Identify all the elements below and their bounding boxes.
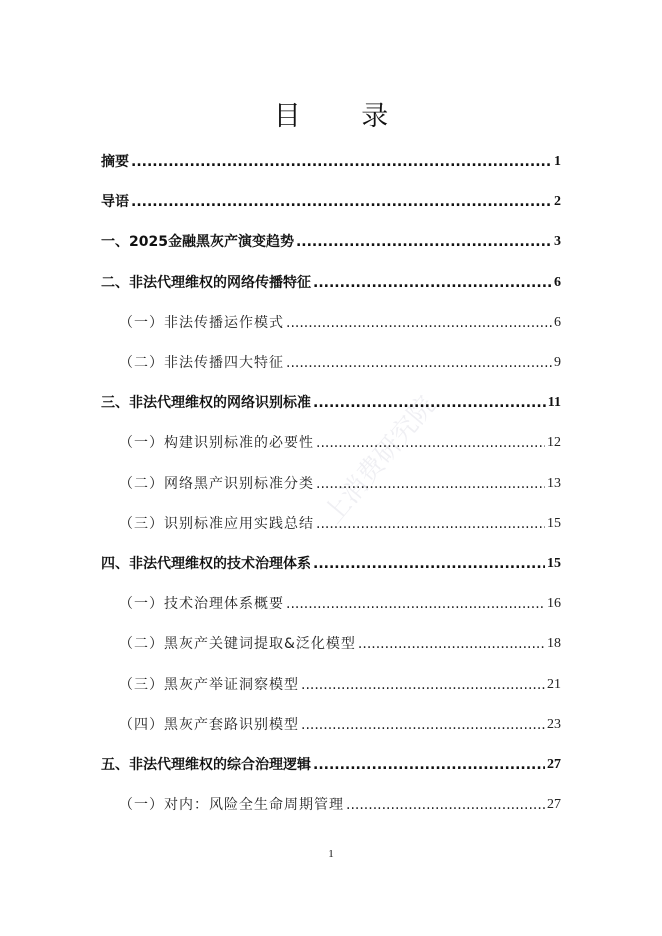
toc-entry-section-4-3[interactable]	[101, 675, 561, 695]
toc-entry-page: 15	[547, 556, 561, 571]
toc-leader-dots	[313, 554, 545, 574]
toc-leader-dots	[301, 675, 545, 695]
toc-leader-dots	[131, 152, 552, 172]
toc-entry-page: 2	[554, 194, 561, 210]
toc-leader-dots	[296, 232, 552, 252]
toc-entry-text: 四、非法代理维权的技术治理体系	[101, 556, 311, 572]
toc-entry-text: 摘要	[101, 154, 129, 170]
toc-entry-section-4-4[interactable]	[101, 715, 561, 735]
toc-entry-text: 导语	[101, 194, 129, 211]
toc-entry-section-2-2[interactable]	[101, 353, 561, 373]
toc-entry-chapter-2[interactable]	[101, 273, 561, 293]
toc-entry-text: 三、非法代理维权的网络识别标准	[101, 395, 311, 412]
toc-entry-section-3-3[interactable]	[101, 514, 561, 534]
toc-entry-page: 18	[547, 636, 561, 652]
toc-entry-text: （三）识别标准应用实践总结	[119, 515, 314, 532]
toc-leader-dots	[313, 273, 552, 293]
toc-entry-section-2-1[interactable]	[101, 313, 561, 333]
toc-leader-dots	[316, 474, 545, 494]
toc-entry-text: （一）构建识别标准的必要性	[119, 435, 314, 452]
toc-entry-section-4-1[interactable]	[101, 594, 561, 614]
toc-leader-dots	[358, 634, 545, 654]
toc-leader-dots	[346, 795, 545, 815]
toc-leader-dots	[286, 313, 552, 333]
toc-entry-page: 27	[547, 757, 561, 772]
page-number: 1	[328, 848, 334, 860]
toc-entry-page: 9	[554, 355, 561, 370]
toc-entry-text: （二）网络黑产识别标准分类	[119, 475, 314, 492]
toc-entry-page: 6	[554, 314, 561, 330]
toc-leader-dots	[301, 715, 545, 735]
toc-entry-text: （一）非法传播运作模式	[119, 314, 284, 331]
toc-entry-page: 1	[554, 154, 561, 169]
toc-entry-section-3-2[interactable]	[101, 474, 561, 494]
toc-leader-dots	[131, 192, 552, 212]
toc-entry-section-5-1[interactable]	[101, 795, 561, 815]
toc-entry-text: 一、2025金融黑灰产演变趋势	[101, 234, 294, 251]
toc-entry-text: （一）技术治理体系概要	[119, 596, 284, 613]
toc-leader-dots	[316, 433, 545, 453]
toc-entry-abstract[interactable]	[101, 152, 561, 172]
toc-entry-text: （一）对内：风险全生命周期管理	[119, 797, 344, 814]
toc-leader-dots	[313, 393, 546, 413]
toc-leader-dots	[286, 353, 552, 373]
toc-entry-page: 27	[547, 797, 561, 813]
toc-entry-text: 五、非法代理维权的综合治理逻辑	[101, 757, 311, 773]
watermark: 上消费研究院	[318, 390, 442, 530]
toc-entry-chapter-5[interactable]	[101, 755, 561, 775]
toc-leader-dots	[286, 594, 545, 614]
toc-entry-page: 11	[547, 395, 561, 411]
toc-entry-chapter-4[interactable]	[101, 554, 561, 574]
toc-entry-page: 3	[554, 234, 561, 250]
toc-entry-chapter-3[interactable]	[101, 393, 561, 413]
toc-entry-page: 23	[547, 716, 561, 732]
toc-leader-dots	[313, 755, 545, 775]
toc-title: 目 录	[273, 101, 415, 132]
toc-entry-text: （四）黑灰产套路识别模型	[119, 716, 299, 733]
toc-entry-intro[interactable]	[101, 192, 561, 212]
toc-entry-text: （二）非法传播四大特征	[119, 355, 284, 371]
toc-entry-section-4-2[interactable]	[101, 634, 561, 654]
toc-entry-page: 13	[547, 475, 561, 491]
toc-entry-text: 二、非法代理维权的网络传播特征	[101, 274, 311, 291]
toc-entry-page: 21	[547, 676, 561, 692]
toc-entry-text: （三）黑灰产举证洞察模型	[119, 676, 299, 693]
toc-entry-page: 6	[554, 274, 561, 290]
toc-entry-chapter-1[interactable]	[101, 232, 561, 252]
toc-entry-section-3-1[interactable]	[101, 433, 561, 453]
toc-entry-text: （二）黑灰产关键词提取&泛化模型	[119, 636, 356, 653]
toc-entry-page: 15	[547, 515, 561, 531]
toc-entry-page: 16	[547, 596, 561, 612]
toc-leader-dots	[316, 514, 545, 534]
toc-entry-page: 12	[547, 435, 561, 451]
